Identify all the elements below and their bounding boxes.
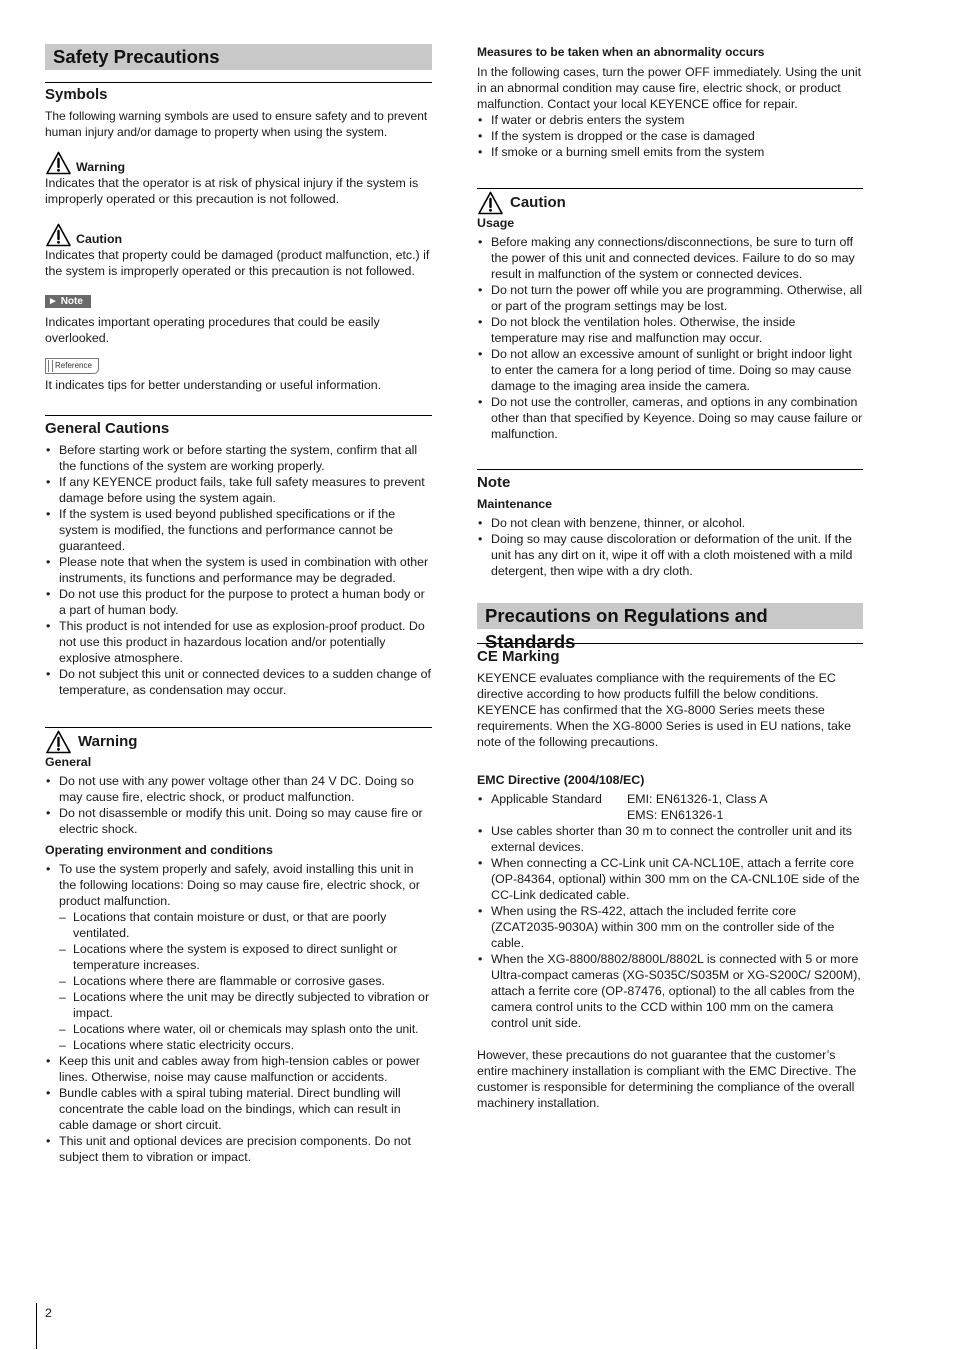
applicable-standard-label: • Applicable Standard (491, 792, 602, 806)
dash-item: – Locations where the unit may be directly subjected to vibration or impact. (59, 989, 432, 1021)
general-cautions-heading: General Cautions (45, 420, 170, 437)
symbols-section (45, 82, 432, 393)
reference-symbol-row (45, 356, 432, 374)
dash-item: – Locations that contain moisture or dust, or that are poorly ventilated. (59, 909, 432, 941)
caution-usage-list (477, 234, 863, 442)
list-item: • If smoke or a burning smell emits from the system (477, 144, 863, 160)
list-item-text: To use the system properly and safely, avoid installing this unit in the following locations: Doing so may cause fire, electric shock, or product malfunction. (59, 862, 420, 908)
general-cautions-list (45, 442, 432, 698)
dash-item: – Locations where the system is exposed to direct sunlight or temperature increases. (59, 941, 432, 973)
caution-triangle-icon (45, 223, 72, 247)
ce-marking-text: KEYENCE evaluates compliance with the requirements of the EC directive according to how products fulfill the below conditions. KEYENCE has confirmed that the XG-8000 Series meets these requirements. When the XG-8000 Series is used in EU nations, take note of the following precautions. (477, 671, 851, 749)
list-item: • Do not use this product for the purpose to protect a human body or a part of human body. (45, 586, 432, 618)
warning-triangle-icon (45, 151, 72, 175)
dash-item: – Locations where water, oil or chemicals may splash onto the unit. (59, 1021, 432, 1037)
abnormality-text: In the following cases, turn the power OFF immediately. Using the unit in an abnormal condition may cause fire, electric shock, or product malfunction. Contact your local KEYENCE office for repair. (477, 65, 862, 111)
list-item: • Keep this unit and cables away from high-tension cables or power lines. Otherwise, noise may cause malfunction or accidents. (45, 1053, 432, 1085)
reference-tag-label: Reference (55, 361, 92, 370)
list-item: • If any KEYENCE product fails, take full safety measures to prevent damage before using the system again. (45, 474, 432, 506)
ce-closing-text: However, these precautions do not guarantee that the customer’s entire machinery installation is compliant with the EMC Directive. The customer is responsible for determining the compliance of the overall machinery installation. (477, 1048, 857, 1110)
note-tag-label: Note (60, 296, 83, 307)
note-heading: Note (477, 474, 511, 491)
list-item: • Do not clean with benzene, thinner, or alcohol. (477, 515, 863, 531)
dash-item: – Locations where there are flammable or corrosive gases. (59, 973, 432, 989)
list-item: • When using the RS-422, attach the included ferrite core (ZCAT2035-9030A) within 300 mm on the controller side of the cable. (477, 903, 863, 951)
list-item: • This product is not intended for use as explosion-proof product. Do not use this product in hazardous location and/or potentially explosive atmosphere. (45, 618, 432, 666)
abnormality-list (477, 112, 863, 160)
caution-triangle-icon (477, 191, 504, 215)
caution-symbol-text: Indicates that property could be damaged (product malfunction, etc.) if the system is improperly operated or this precaution is not followed. (45, 248, 430, 278)
warning-section (45, 727, 432, 1165)
warning-header (45, 730, 432, 754)
operating-environment-label: Operating environment and conditions (45, 843, 273, 857)
list-item: • When the XG-8800/8802/8800L/8802L is connected with 5 or more Ultra-compact cameras (XG-S035C/S035M or XG-S200C/ S200M), attach a ferrite core (OP-87476, optional) to the all cables from the camera control units to the CCD within 100 mm on the camera control unit side. (477, 951, 863, 1031)
list-item (45, 861, 432, 1053)
dash-item: – Locations where static electricity occurs. (59, 1037, 432, 1053)
warning-symbol-label: Warning (76, 160, 126, 174)
emc-directive-label: EMC Directive (2004/108/EC) (477, 773, 645, 787)
warning-symbol-row (45, 151, 432, 175)
note-section (477, 469, 863, 579)
operating-environment-list (45, 861, 432, 1165)
symbols-heading: Symbols (45, 86, 108, 103)
applicable-standard-item (477, 791, 863, 823)
list-item: • Please note that when the system is used in combination with other instruments, its functions and performance may be degraded. (45, 554, 432, 586)
reference-tag-icon (45, 358, 99, 374)
maintenance-label: Maintenance (477, 497, 553, 511)
left-column (45, 44, 432, 1165)
regulations-banner: Precautions on Regulations and Standards (477, 603, 863, 629)
note-symbol-text: Indicates important operating procedures that could be easily overlooked. (45, 315, 380, 345)
note-tag (45, 295, 91, 308)
page-margin-rule (36, 1303, 37, 1349)
right-column (477, 44, 863, 1111)
list-item: • Before starting work or before starting the system, confirm that all the functions of the system are working properly. (45, 442, 432, 474)
emc-directive-list (477, 791, 863, 1031)
warning-symbol-text: Indicates that the operator is at risk of physical injury if the system is improperly operated or this precaution is not followed. (45, 176, 419, 206)
general-cautions-section (45, 415, 432, 698)
list-item: • When connecting a CC-Link unit CA-NCL10E, attach a ferrite core (OP-84364, optional) within 300 mm on the CA-CNL10E side of the CC-Link dedicated cable. (477, 855, 863, 903)
caution-heading: Caution (510, 194, 566, 211)
list-item: • Doing so may cause discoloration or deformation of the unit. If the unit has any dirt on it, wipe it off with a cloth moistened with a mild detergent, then wipe with a dry cloth. (477, 531, 863, 579)
list-item: • Do not turn the power off while you are programming. Otherwise, all or part of the program settings may be lost. (477, 282, 863, 314)
note-symbol-row (45, 292, 432, 308)
warning-triangle-icon (45, 730, 72, 754)
play-arrow-icon: ► (48, 296, 58, 307)
ce-marking-heading: CE Marking (477, 648, 560, 665)
list-item: • Bundle cables with a spiral tubing material. Direct bundling will concentrate the cable load on the bindings, which can result in cable damage or short circuit. (45, 1085, 432, 1133)
list-item: • This unit and optional devices are precision components. Do not subject them to vibration or impact. (45, 1133, 432, 1165)
standard-row (491, 791, 863, 807)
locations-dash-list (59, 909, 432, 1053)
caution-symbol-row (45, 223, 432, 247)
standard-emi: EMI: EN61326-1, Class A (627, 792, 768, 806)
list-item: • Do not subject this unit or connected devices to a sudden change of temperature, as condensation may occur. (45, 666, 432, 698)
list-item: • Use cables shorter than 30 m to connect the controller unit and its external devices. (477, 823, 863, 855)
caution-header (477, 191, 863, 215)
caution-symbol-label: Caution (76, 232, 123, 246)
abnormality-heading: Measures to be taken when an abnormality occurs (477, 45, 765, 59)
caution-section (477, 188, 863, 442)
caution-usage-label: Usage (477, 216, 515, 230)
list-item: • Do not disassemble or modify this unit. Doing so may cause fire or electric shock. (45, 805, 432, 837)
list-item: • If the system is used beyond published specifications or if the system is modified, the functions and performance cannot be guaranteed. (45, 506, 432, 554)
warning-heading: Warning (78, 733, 138, 750)
list-item: • If the system is dropped or the case is damaged (477, 128, 863, 144)
symbols-intro: The following warning symbols are used to ensure safety and to prevent human injury and/or damage to property when using the system. (45, 109, 428, 139)
safety-precautions-banner: Safety Precautions (45, 44, 432, 70)
ce-marking-section (477, 643, 863, 1111)
page-number: 2 (45, 1306, 52, 1320)
warning-general-list (45, 773, 432, 837)
list-item: • Do not use with any power voltage other than 24 V DC. Doing so may cause fire, electric shock, or product malfunction. (45, 773, 432, 805)
list-item: • Do not block the ventilation holes. Otherwise, the inside temperature may rise and malfunction may occur. (477, 314, 863, 346)
standard-ems: EMS: EN61326-1 (627, 808, 724, 822)
list-item: • Before making any connections/disconnections, be sure to turn off the power of this unit and connected devices. Failure to do so may result in malfunction of the system or connected devices. (477, 234, 863, 282)
maintenance-list (477, 515, 863, 579)
standard-row (491, 807, 863, 823)
reference-symbol-text: It indicates tips for better understanding or useful information. (45, 378, 382, 392)
list-item: • Do not use the controller, cameras, and options in any combination other than that specified by Keyence. Doing so may cause failure or malfunction. (477, 394, 863, 442)
standard-spacer (491, 807, 627, 823)
warning-general-label: General (45, 755, 92, 769)
list-item: • Do not allow an excessive amount of sunlight or bright indoor light to enter the camera for a long period of time. Doing so may cause damage to the imaging area inside the camera. (477, 346, 863, 394)
list-item: • If water or debris enters the system (477, 112, 863, 128)
